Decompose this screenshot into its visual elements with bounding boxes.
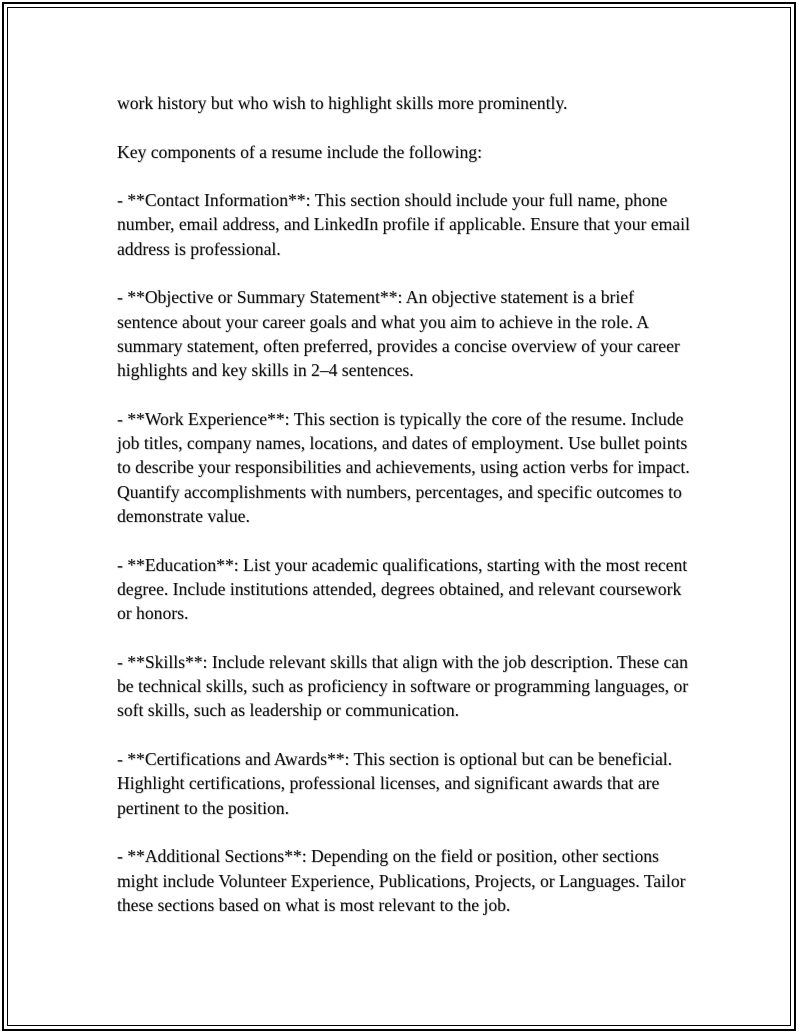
paragraph-contact-information: - **Contact Information**: This section should include your full name, phone number, email address, and LinkedIn profile if applicable. Ensure that your email address is professional. [117,190,690,259]
paragraph-additional-sections: - **Additional Sections**: Depending on the field or position, other sections might include Volunteer Experience, Publications, Projects, or Languages. Tailor these sections based on what is most relevant to the job. [117,846,686,915]
paragraph-certifications-awards: - **Certifications and Awards**: This section is optional but can be beneficial. Highlight certifications, professional licenses, and significant awards that are pertinent to the position. [117,749,673,818]
document-body [117,91,697,941]
paragraph-education: - **Education**: List your academic qualifications, starting with the most recent degree. Include institutions attended, degrees obtained, and relevant coursework or honors. [117,554,688,624]
paragraph-key-components: Key components of a resume include the following: [117,141,482,162]
paragraph-skills: - **Skills**: Include relevant skills that align with the job description. These can be technical skills, such as proficiency in software or programming languages, or soft skills, such as leadership or communication. [117,651,689,721]
paragraph-work-experience: - **Work Experience**: This section is typically the core of the resume. Include job titles, company names, locations, and dates of employment. Use bullet points to describe your responsibilities and achievements, using action verbs for impact. Quantify accomplishments with numbers, percentages, and specific outcomes to demonstrate value. [117,408,690,527]
paragraph-objective-summary: - **Objective or Summary Statement**: An objective statement is a brief sentence about your career goals and what you aim to achieve in the role. A summary statement, often preferred, provides a concise overview of your career highlights and key skills in 2–4 sentences. [117,287,680,381]
paragraph-intro-continuation: work history but who wish to highlight skills more prominently. [117,93,568,113]
